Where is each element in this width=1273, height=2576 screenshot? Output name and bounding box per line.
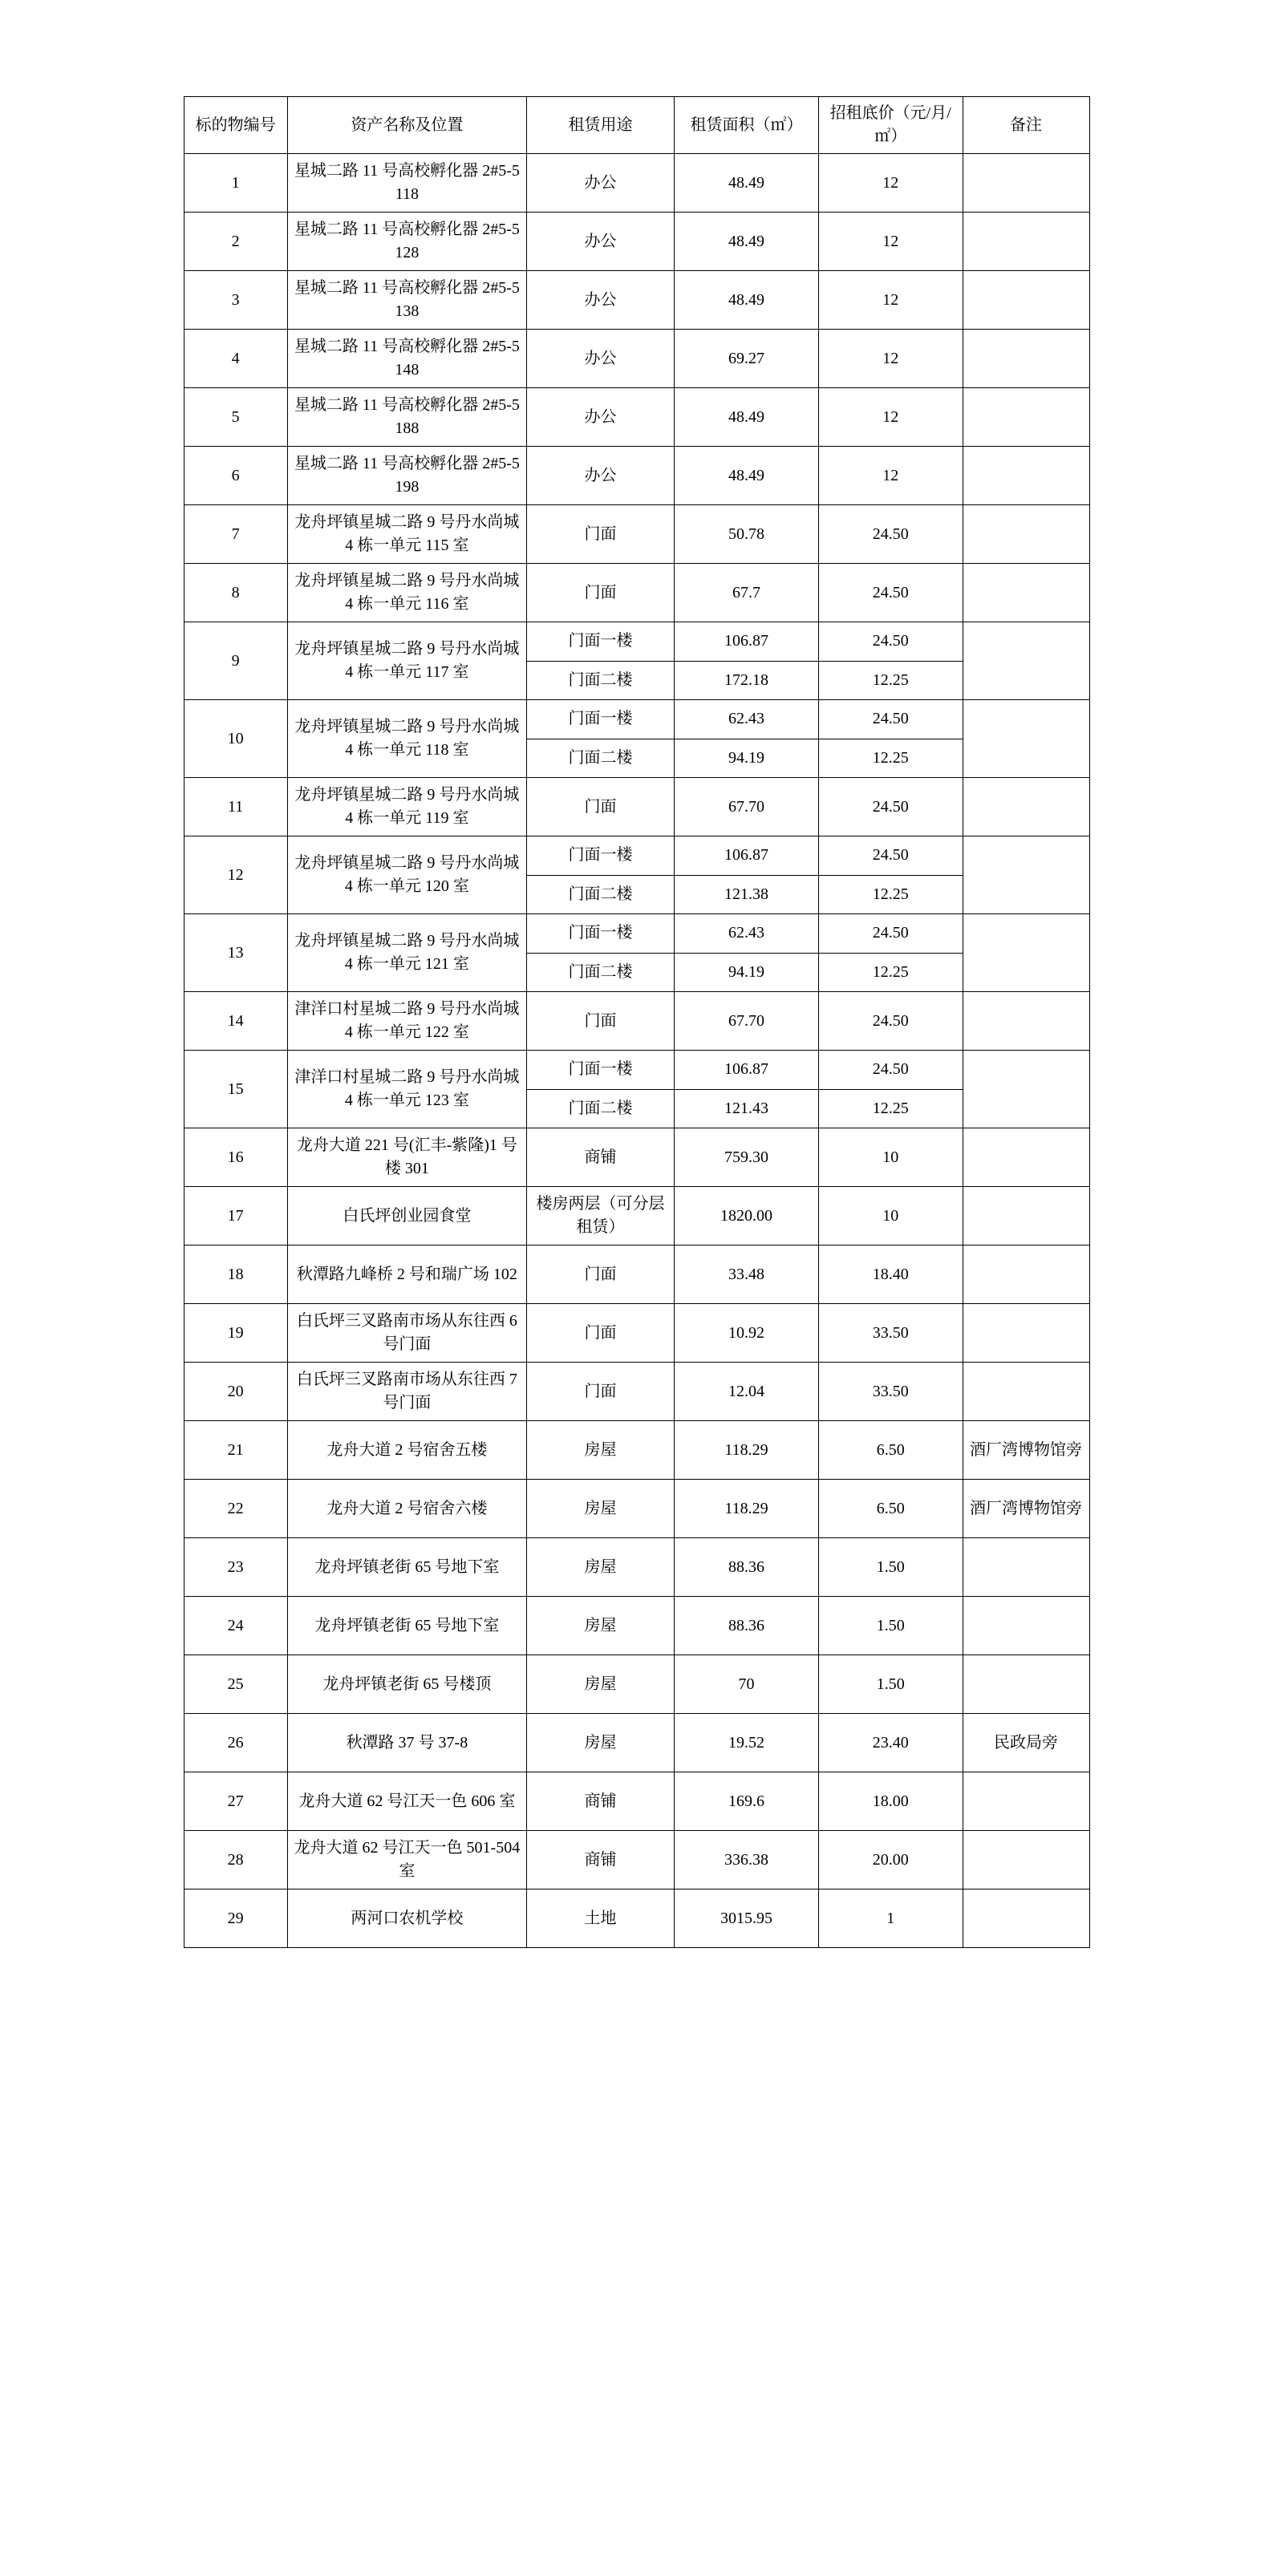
cell-lease-use: 门面	[526, 564, 674, 622]
cell-lease-area: 19.52	[675, 1714, 819, 1772]
cell-id: 17	[184, 1187, 287, 1245]
table-row	[184, 1128, 1089, 1187]
cell-note	[963, 836, 1089, 914]
table-row	[184, 914, 1089, 954]
cell-id: 24	[184, 1597, 287, 1655]
cell-lease-use: 土地	[526, 1889, 674, 1948]
table-row	[184, 447, 1089, 505]
cell-asset-name: 津洋口村星城二路 9 号丹水尚城 4 栋一单元 122 室	[287, 992, 526, 1051]
cell-asset-name: 白氏坪三叉路南市场从东往西 7 号门面	[287, 1363, 526, 1421]
table-row	[184, 700, 1089, 739]
table-row	[184, 1889, 1089, 1948]
cell-lease-area: 62.43	[675, 914, 819, 954]
cell-lease-use: 门面	[526, 778, 674, 836]
cell-lease-use: 房屋	[526, 1421, 674, 1480]
cell-lease-area: 118.29	[675, 1421, 819, 1480]
cell-lease-use: 房屋	[526, 1714, 674, 1772]
cell-lease-use: 门面	[526, 505, 674, 564]
header-name: 资产名称及位置	[287, 97, 526, 154]
cell-note	[963, 622, 1089, 700]
cell-id: 28	[184, 1831, 287, 1889]
cell-lease-area: 67.70	[675, 992, 819, 1051]
cell-note	[963, 1051, 1089, 1128]
cell-lease-use: 房屋	[526, 1655, 674, 1714]
cell-base-price: 12.25	[818, 1089, 963, 1128]
cell-note	[963, 1304, 1089, 1363]
cell-id: 14	[184, 992, 287, 1051]
cell-note	[963, 1128, 1089, 1187]
cell-lease-use: 办公	[526, 271, 674, 330]
cell-lease-area: 69.27	[675, 330, 819, 388]
cell-id: 3	[184, 271, 287, 330]
cell-id: 10	[184, 700, 287, 778]
cell-lease-use: 办公	[526, 447, 674, 505]
cell-note	[963, 271, 1089, 330]
cell-lease-use: 门面一楼	[526, 700, 674, 739]
cell-base-price: 12	[818, 447, 963, 505]
cell-note	[963, 992, 1089, 1051]
cell-asset-name: 星城二路 11 号高校孵化器 2#5-5148	[287, 330, 526, 388]
cell-base-price: 12	[818, 271, 963, 330]
cell-base-price: 33.50	[818, 1363, 963, 1421]
cell-id: 26	[184, 1714, 287, 1772]
cell-note	[963, 778, 1089, 836]
cell-lease-area: 33.48	[675, 1245, 819, 1304]
cell-lease-use: 商铺	[526, 1831, 674, 1889]
cell-lease-use: 门面一楼	[526, 836, 674, 876]
cell-id: 21	[184, 1421, 287, 1480]
cell-asset-name: 秋潭路 37 号 37-8	[287, 1714, 526, 1772]
cell-asset-name: 龙舟大道 2 号宿舍六楼	[287, 1480, 526, 1538]
cell-lease-area: 62.43	[675, 700, 819, 739]
cell-id: 20	[184, 1363, 287, 1421]
cell-note	[963, 1597, 1089, 1655]
cell-lease-use: 商铺	[526, 1128, 674, 1187]
table-body	[184, 154, 1089, 1948]
cell-note	[963, 1187, 1089, 1245]
cell-lease-use: 商铺	[526, 1772, 674, 1831]
cell-lease-area: 50.78	[675, 505, 819, 564]
cell-base-price: 12.25	[818, 875, 963, 914]
cell-lease-use: 楼房两层（可分层租赁）	[526, 1187, 674, 1245]
cell-base-price: 24.50	[818, 1051, 963, 1090]
cell-lease-area: 121.38	[675, 875, 819, 914]
table-row	[184, 1480, 1089, 1538]
cell-id: 2	[184, 213, 287, 271]
header-area: 租赁面积（㎡）	[675, 97, 819, 154]
cell-lease-use: 门面	[526, 1363, 674, 1421]
table-row	[184, 271, 1089, 330]
cell-base-price: 24.50	[818, 778, 963, 836]
table-row	[184, 1245, 1089, 1304]
cell-lease-area: 12.04	[675, 1363, 819, 1421]
header-price: 招租底价（元/月/㎡）	[818, 97, 963, 154]
cell-lease-area: 48.49	[675, 271, 819, 330]
table-row	[184, 1187, 1089, 1245]
cell-asset-name: 龙舟坪镇星城二路 9 号丹水尚城 4 栋一单元 116 室	[287, 564, 526, 622]
table-row	[184, 330, 1089, 388]
cell-lease-area: 94.19	[675, 739, 819, 778]
table-row	[184, 778, 1089, 836]
cell-id: 11	[184, 778, 287, 836]
cell-lease-area: 121.43	[675, 1089, 819, 1128]
cell-id: 27	[184, 1772, 287, 1831]
cell-base-price: 24.50	[818, 622, 963, 662]
cell-id: 22	[184, 1480, 287, 1538]
cell-lease-use: 门面二楼	[526, 661, 674, 700]
cell-id: 23	[184, 1538, 287, 1597]
cell-id: 18	[184, 1245, 287, 1304]
cell-id: 4	[184, 330, 287, 388]
cell-base-price: 12	[818, 330, 963, 388]
cell-note	[963, 1831, 1089, 1889]
cell-note: 酒厂湾博物馆旁	[963, 1480, 1089, 1538]
cell-note	[963, 447, 1089, 505]
cell-lease-use: 办公	[526, 388, 674, 447]
cell-note	[963, 914, 1089, 992]
cell-note	[963, 388, 1089, 447]
cell-lease-use: 房屋	[526, 1538, 674, 1597]
cell-base-price: 20.00	[818, 1831, 963, 1889]
cell-asset-name: 龙舟坪镇星城二路 9 号丹水尚城 4 栋一单元 121 室	[287, 914, 526, 992]
cell-lease-area: 48.49	[675, 388, 819, 447]
cell-asset-name: 星城二路 11 号高校孵化器 2#5-5188	[287, 388, 526, 447]
cell-lease-use: 办公	[526, 330, 674, 388]
cell-lease-area: 48.49	[675, 154, 819, 213]
cell-asset-name: 龙舟坪镇老街 65 号地下室	[287, 1597, 526, 1655]
cell-base-price: 23.40	[818, 1714, 963, 1772]
table-row	[184, 1714, 1089, 1772]
cell-asset-name: 两河口农机学校	[287, 1889, 526, 1948]
table-row	[184, 1655, 1089, 1714]
cell-asset-name: 津洋口村星城二路 9 号丹水尚城 4 栋一单元 123 室	[287, 1051, 526, 1128]
cell-lease-area: 67.70	[675, 778, 819, 836]
cell-note	[963, 1245, 1089, 1304]
cell-asset-name: 星城二路 11 号高校孵化器 2#5-5198	[287, 447, 526, 505]
header-note: 备注	[963, 97, 1089, 154]
cell-lease-use: 门面一楼	[526, 1051, 674, 1090]
cell-id: 7	[184, 505, 287, 564]
cell-note	[963, 564, 1089, 622]
cell-id: 1	[184, 154, 287, 213]
cell-base-price: 10	[818, 1128, 963, 1187]
table-header-row	[184, 97, 1089, 154]
cell-lease-area: 169.6	[675, 1772, 819, 1831]
cell-asset-name: 星城二路 11 号高校孵化器 2#5-5138	[287, 271, 526, 330]
table-row	[184, 1051, 1089, 1090]
cell-id: 8	[184, 564, 287, 622]
cell-note	[963, 1889, 1089, 1948]
header-use: 租赁用途	[526, 97, 674, 154]
cell-asset-name: 龙舟大道 62 号江天一色 501-504 室	[287, 1831, 526, 1889]
cell-lease-area: 759.30	[675, 1128, 819, 1187]
cell-base-price: 33.50	[818, 1304, 963, 1363]
table-row	[184, 1538, 1089, 1597]
cell-lease-use: 房屋	[526, 1597, 674, 1655]
cell-note	[963, 1363, 1089, 1421]
cell-lease-area: 48.49	[675, 447, 819, 505]
cell-note	[963, 330, 1089, 388]
cell-id: 13	[184, 914, 287, 992]
cell-note	[963, 1655, 1089, 1714]
cell-lease-area: 88.36	[675, 1597, 819, 1655]
cell-lease-use: 办公	[526, 154, 674, 213]
cell-note	[963, 700, 1089, 778]
table-row	[184, 1831, 1089, 1889]
cell-note	[963, 1538, 1089, 1597]
cell-lease-use: 门面二楼	[526, 875, 674, 914]
cell-base-price: 24.50	[818, 914, 963, 954]
cell-asset-name: 龙舟坪镇星城二路 9 号丹水尚城 4 栋一单元 120 室	[287, 836, 526, 914]
cell-base-price: 1.50	[818, 1597, 963, 1655]
cell-lease-area: 106.87	[675, 836, 819, 876]
cell-id: 29	[184, 1889, 287, 1948]
cell-asset-name: 龙舟坪镇星城二路 9 号丹水尚城 4 栋一单元 115 室	[287, 505, 526, 564]
cell-asset-name: 星城二路 11 号高校孵化器 2#5-5128	[287, 213, 526, 271]
cell-note: 民政局旁	[963, 1714, 1089, 1772]
cell-id: 9	[184, 622, 287, 700]
table-row	[184, 1421, 1089, 1480]
cell-id: 15	[184, 1051, 287, 1128]
cell-lease-area: 118.29	[675, 1480, 819, 1538]
cell-asset-name: 龙舟大道 62 号江天一色 606 室	[287, 1772, 526, 1831]
cell-note	[963, 213, 1089, 271]
cell-asset-name: 白氏坪创业园食堂	[287, 1187, 526, 1245]
cell-lease-area: 3015.95	[675, 1889, 819, 1948]
cell-base-price: 1.50	[818, 1538, 963, 1597]
cell-lease-area: 70	[675, 1655, 819, 1714]
cell-base-price: 6.50	[818, 1480, 963, 1538]
cell-id: 6	[184, 447, 287, 505]
cell-asset-name: 白氏坪三叉路南市场从东往西 6 号门面	[287, 1304, 526, 1363]
cell-lease-area: 336.38	[675, 1831, 819, 1889]
cell-lease-use: 房屋	[526, 1480, 674, 1538]
cell-lease-area: 10.92	[675, 1304, 819, 1363]
table-row	[184, 1304, 1089, 1363]
cell-asset-name: 龙舟大道 221 号(汇丰-紫隆)1 号楼 301	[287, 1128, 526, 1187]
cell-id: 19	[184, 1304, 287, 1363]
cell-lease-area: 106.87	[675, 622, 819, 662]
cell-base-price: 1	[818, 1889, 963, 1948]
cell-lease-use: 门面一楼	[526, 622, 674, 662]
cell-base-price: 12.25	[818, 739, 963, 778]
cell-base-price: 12	[818, 213, 963, 271]
cell-base-price: 24.50	[818, 992, 963, 1051]
table-row	[184, 836, 1089, 876]
cell-lease-use: 门面二楼	[526, 1089, 674, 1128]
cell-base-price: 12.25	[818, 661, 963, 700]
cell-id: 25	[184, 1655, 287, 1714]
cell-note	[963, 154, 1089, 213]
cell-base-price: 24.50	[818, 836, 963, 876]
cell-base-price: 12.25	[818, 953, 963, 992]
cell-lease-use: 办公	[526, 213, 674, 271]
cell-lease-area: 88.36	[675, 1538, 819, 1597]
table-row	[184, 1772, 1089, 1831]
cell-asset-name: 龙舟坪镇老街 65 号地下室	[287, 1538, 526, 1597]
cell-lease-use: 门面二楼	[526, 739, 674, 778]
header-id: 标的物编号	[184, 97, 287, 154]
cell-note	[963, 505, 1089, 564]
cell-base-price: 18.00	[818, 1772, 963, 1831]
cell-base-price: 24.50	[818, 505, 963, 564]
cell-lease-use: 门面二楼	[526, 953, 674, 992]
cell-base-price: 24.50	[818, 564, 963, 622]
cell-asset-name: 星城二路 11 号高校孵化器 2#5-5118	[287, 154, 526, 213]
cell-note: 酒厂湾博物馆旁	[963, 1421, 1089, 1480]
cell-base-price: 1.50	[818, 1655, 963, 1714]
cell-asset-name: 龙舟坪镇星城二路 9 号丹水尚城 4 栋一单元 118 室	[287, 700, 526, 778]
cell-asset-name: 龙舟坪镇星城二路 9 号丹水尚城 4 栋一单元 117 室	[287, 622, 526, 700]
table-row	[184, 388, 1089, 447]
cell-lease-use: 门面一楼	[526, 914, 674, 954]
cell-asset-name: 龙舟坪镇老街 65 号楼顶	[287, 1655, 526, 1714]
table-row	[184, 564, 1089, 622]
cell-asset-name: 龙舟坪镇星城二路 9 号丹水尚城 4 栋一单元 119 室	[287, 778, 526, 836]
table-row	[184, 992, 1089, 1051]
cell-id: 16	[184, 1128, 287, 1187]
cell-base-price: 12	[818, 154, 963, 213]
cell-asset-name: 秋潭路九峰桥 2 号和瑞广场 102	[287, 1245, 526, 1304]
table-row	[184, 622, 1089, 662]
cell-base-price: 12	[818, 388, 963, 447]
cell-id: 5	[184, 388, 287, 447]
cell-lease-area: 48.49	[675, 213, 819, 271]
cell-base-price: 6.50	[818, 1421, 963, 1480]
cell-id: 12	[184, 836, 287, 914]
cell-lease-area: 172.18	[675, 661, 819, 700]
asset-listing-table	[184, 96, 1090, 1948]
cell-lease-use: 门面	[526, 1304, 674, 1363]
cell-lease-area: 94.19	[675, 953, 819, 992]
asset-table-container	[184, 96, 1090, 1948]
cell-base-price: 24.50	[818, 700, 963, 739]
table-row	[184, 505, 1089, 564]
table-row	[184, 154, 1089, 213]
cell-lease-area: 106.87	[675, 1051, 819, 1090]
cell-note	[963, 1772, 1089, 1831]
cell-lease-use: 门面	[526, 992, 674, 1051]
cell-lease-use: 门面	[526, 1245, 674, 1304]
table-row	[184, 1363, 1089, 1421]
cell-lease-area: 67.7	[675, 564, 819, 622]
table-header	[184, 97, 1089, 154]
cell-asset-name: 龙舟大道 2 号宿舍五楼	[287, 1421, 526, 1480]
table-row	[184, 213, 1089, 271]
cell-base-price: 18.40	[818, 1245, 963, 1304]
cell-lease-area: 1820.00	[675, 1187, 819, 1245]
cell-base-price: 10	[818, 1187, 963, 1245]
table-row	[184, 1597, 1089, 1655]
